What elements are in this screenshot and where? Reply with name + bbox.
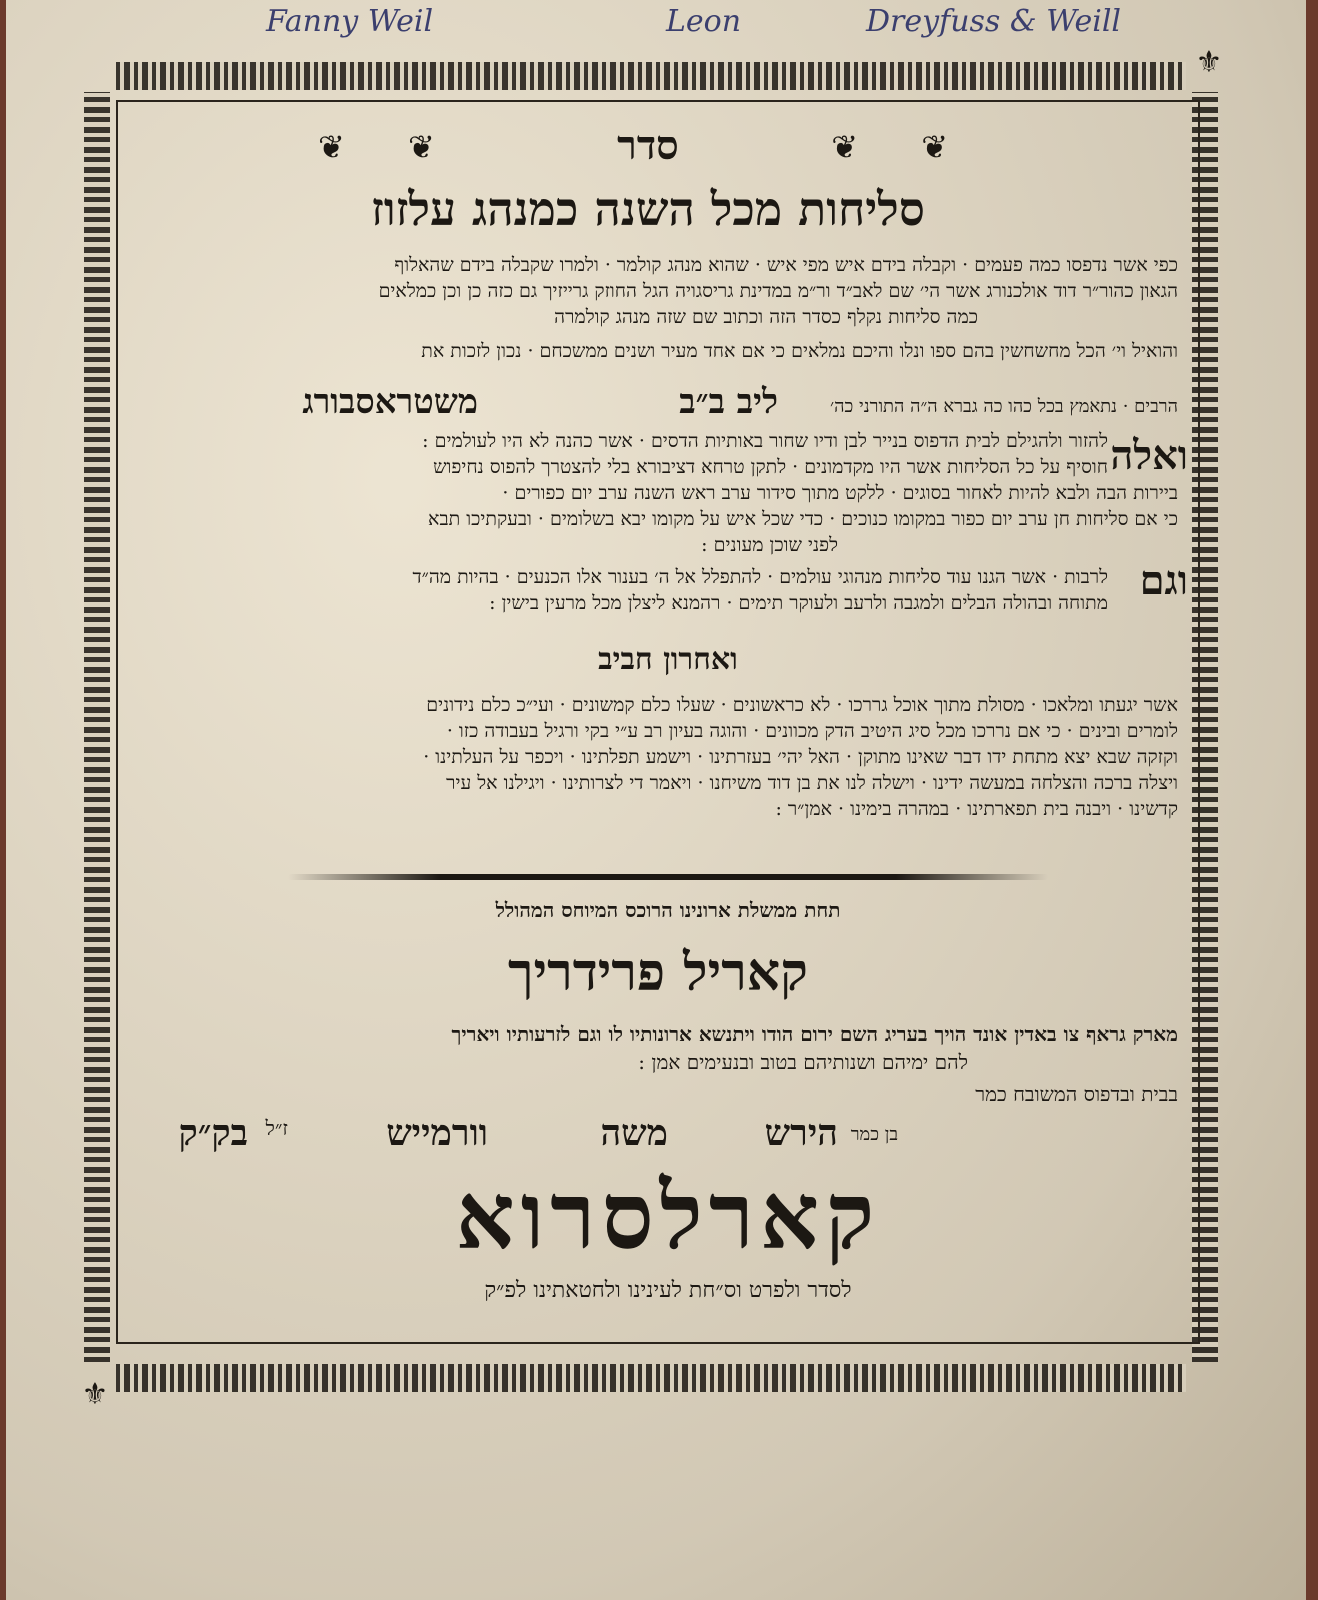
printer-first-name: הירש [764, 1112, 838, 1154]
text-panel [116, 100, 1200, 1344]
body-line: כי אם סליחות חן ערב יום כפור במקומו כנוכים · כדי שכל איש על מקומו יבא בשלומים · ובעקתיכו תבא [428, 508, 1178, 530]
subheading: ואחרון חביב [598, 642, 738, 677]
reign-line: תחת ממשלת ארונינו הרוכס המיוחס המהולל [495, 898, 841, 922]
printer-zl: ז״ל [265, 1116, 288, 1140]
printer-surname: וורמייש [386, 1112, 488, 1154]
editor-origin: משטראסבורג [302, 382, 478, 422]
printer-bkk: בק״ק [178, 1112, 248, 1154]
body-line: ביירות הבה ולבא להיות לאחור בסוגים · ללקט מתוך סידור ערב ראש השנה ערב יום כפורים · [502, 482, 1178, 504]
body-line: קדשינו · ויבנה בית תפארתינו · במהרה בימינו · אמן״ר : [775, 798, 1178, 820]
crown-ornament-icon: ❦ [921, 128, 948, 166]
body-line: ויצלה ברכה והצלחה במעשה ידינו · וישלה לנו את בן דוד משיחנו · ויאמר די לצרותינו · ויגילנו אל עיר [446, 772, 1178, 794]
editor-line [178, 382, 1178, 428]
crown-ornament-icon: ❦ [318, 128, 345, 166]
divider-rule [288, 874, 1048, 880]
body-line: לומרים ובינים · כי אם נררכו מכל סיג היטיב הדק מכוונים · והוגה בעיון רב ע״י בקי ורגיל בעבודה כזו · [446, 720, 1178, 742]
year-line: לסדר ולפרט וס״חת לעינינו ולחטאתינו לפ״ק [484, 1278, 852, 1303]
corner-ornament-icon: ⚜ [1195, 45, 1223, 80]
dedication-line: מארק גראף צו באדין אונד הויך בעריג השם ירום הודו ויתנשא ארונותיו לו וגם לזרעותיו ויאריך [451, 1022, 1178, 1046]
section-word-vegam: וגם [1139, 557, 1188, 604]
title-page [6, 0, 1306, 1600]
seder-heading: סדר [617, 122, 679, 169]
city-name: קארלסרוא [455, 1162, 881, 1270]
intro-line: והואיל וי׳ הכל מחשחשין בהם ספו ונלו והיכם נמלאים כי אם אחד מעיר ושנים ממשכחם · נכון לזכות את [421, 340, 1178, 362]
body-line: להזור ולהגילם לבית הדפוס בנייר לבן ודיו שחור באותיות הדסים · אשר כהנה לא היו לעולמים : [422, 430, 1108, 452]
inscription-name-3: Dreyfuss & Weill [866, 4, 1122, 39]
press-line: בבית ובדפוס המשובח כמר [975, 1082, 1178, 1106]
border-bottom [116, 1364, 1186, 1392]
border-top [116, 62, 1186, 90]
printer-ben-kmar: בן כמר [850, 1124, 898, 1145]
body-line: וקזקה שבא יצא מתחת ידו דבר שאינו מתוקן · האל יהי׳ בעזרתינו · וישמע תפלתינו · ויכפר על העלתינו · [423, 746, 1178, 768]
editor-name: ליב ב״ב [679, 382, 778, 422]
body-line: לרבות · אשר הגנו עוד סליחות מנהוגי עולמים · להתפלל אל ה׳ בענור אלו הכנעים · בהיות מה״ד [412, 566, 1108, 588]
body-line: אשר יגעתו ומלאכו · מסולת מתוך אוכל גררכו · לא כראשונים · שעלו כלם קמשונים · ועי״כ כלם נידונים [426, 694, 1178, 716]
body-line: חוסיף על כל הסליחות אשר היו מקדמונים · לתקן טרחא דציבורא בלי להצטרך להפוס נחיפוש [433, 456, 1108, 478]
inscription-name-2: Leon [666, 4, 742, 39]
border-left [84, 92, 110, 1362]
body-line: לפני שוכן מעונים : [701, 534, 838, 556]
intro-line: כמה סליחות נקלף כסדר הזה וכתוב שם שזה מנהג קולמרה [554, 306, 978, 328]
dedication-line: להם ימיהם ושנותיהם בטוב ובנעימים אמן : [638, 1050, 968, 1074]
section-word-veele: ואלה [1110, 432, 1188, 479]
printer-father-name: משה [600, 1112, 668, 1154]
ruler-name: קאריל פרידריך [507, 942, 808, 1003]
handwritten-inscription [246, 0, 1246, 50]
intro-line: כפי אשר נדפסו כמה פעמים · וקבלה בידם איש מפי איש · שהוא מנהג קולמר · ולמרו שקבלה בידם שהאלוף [394, 254, 1178, 276]
editor-intro: הרבים · נתאמץ בכל כהו כה גברא ה״ה התורני כה׳ [830, 396, 1178, 417]
printer-line [148, 1112, 1168, 1162]
crown-ornament-icon: ❦ [831, 128, 858, 166]
intro-line: הגאון כהור״ר דוד אולכנורג אשר הי׳ שם לאב״ד ור״מ במדינת גריסגויה הגל החוזק גרייזיך גם כזה כן וכן כמלאים [378, 280, 1178, 302]
crown-ornament-icon: ❦ [408, 128, 435, 166]
book-title: סליחות מכל השנה כמנהג עלזוז [371, 182, 925, 236]
corner-ornament-icon: ⚜ [81, 1377, 109, 1412]
body-line: מתוחה ובהולה הבלים ולמגבה ולרעב ולעוקר תימים · רהמנא ליצלן מכל מרעין בישין : [489, 592, 1108, 614]
inscription-name-1: Fanny Weil [266, 4, 434, 39]
